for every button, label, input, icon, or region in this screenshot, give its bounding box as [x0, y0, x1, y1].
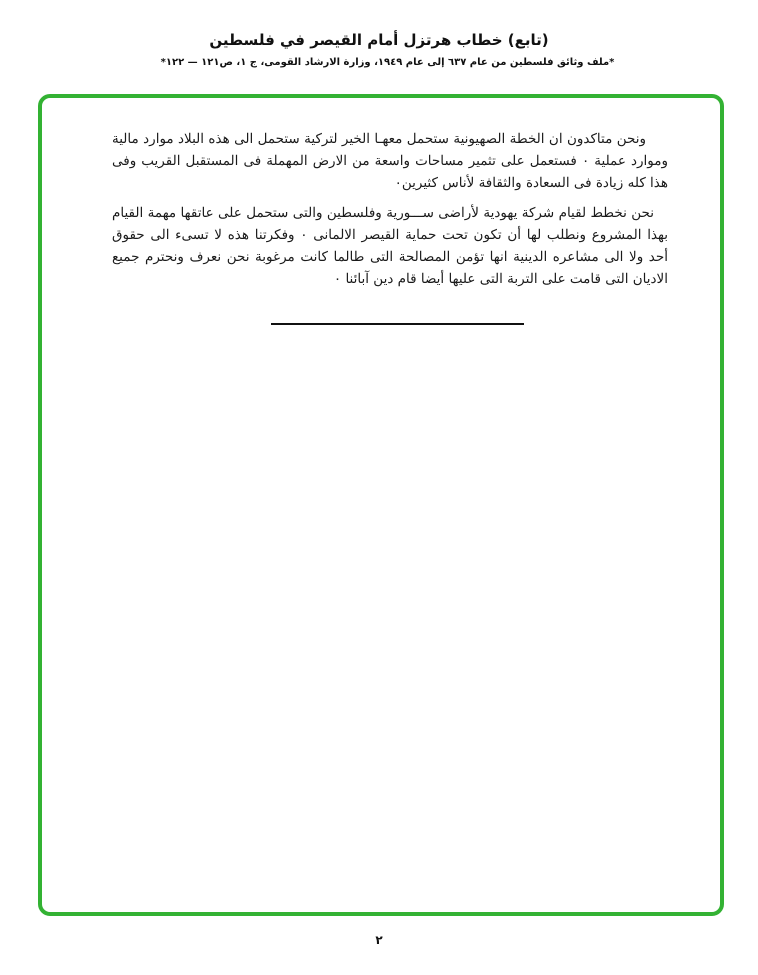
- source-citation: *ملف وثائق فلسطين من عام ٦٣٧ إلى عام ١٩٤٩، وزارة الارشاد القومى، ج ١، ص١٢١ — ١٢٢*: [160, 57, 615, 68]
- end-rule-divider: [271, 323, 524, 325]
- document-body: [112, 128, 668, 298]
- paragraph-2: نحن نخطط لقيام شركة يهودية لأراضى ســـورية وفلسطين والتى ستحمل على عاتقها مهمة القيام بهذا المشروع ونطلب لها أن تكون تحت حماية القيصر الالمانى ٠ وفكرتنا هذه لا تسىء الى حقوق أحد ولا الى مشاعره الدينية انها تؤمن المصالحة التى طالما كانت مرغوبة نحن نعرف ونحترم جميع الاديان التى قامت على التربة التى عليها أيضا قام دين آبائنا ٠: [112, 205, 669, 287]
- page-title: (تابع) خطاب هرتزل أمام القيصر في فلسطين: [209, 31, 549, 49]
- paragraph-1: ونحن متاكدون ان الخطة الصهيونية ستحمل معهـا الخير لتركية ستحمل الى هذه البلاد موارد مالية وموارد عملية ٠ فستعمل على تثمير مساحات واسعة من الارض المهملة فى المستقبل القريب وفى هذا كله زيادة فى السعادة والثقافة لأناس كثيرين٠: [112, 131, 668, 191]
- page-number: ٢: [375, 933, 383, 947]
